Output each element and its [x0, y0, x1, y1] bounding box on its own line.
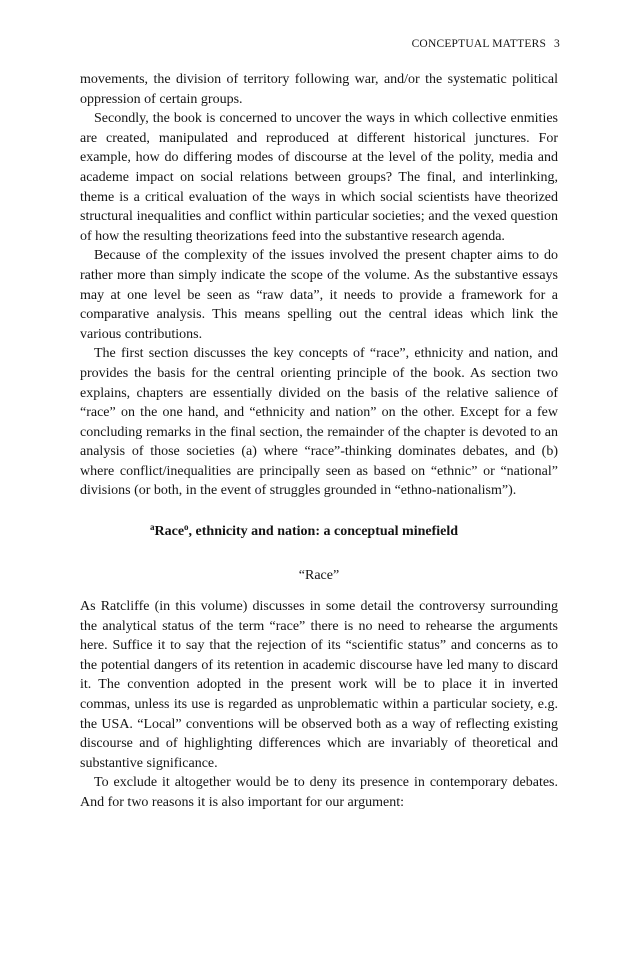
paragraph: To exclude it altogether would be to deny its presence in contemporary debates. And for two reasons it is also important for our argument: — [80, 775, 558, 810]
section-heading — [150, 524, 458, 540]
paragraph: The first section discusses the key concepts of “race”, ethnicity and nation, and provides the basis for the central orienting principle of the book. As section two explains, chapters are essentially divided on the basis of the relative salience of “race” on the one hand, and “ethnicity and nation” on the other. Except for a few concluding remarks in the final section, the remainder of the chapter is devoted to an analysis of those societies (a) where “race”-thinking dominates debates, and (b) where conflict/inequalities are principally seen as based on “ethnic” or “national” divisions (or both, in the event of struggles grounded in “ethno-nationalism”). — [80, 346, 558, 499]
body-text-top — [80, 70, 558, 501]
paragraph: Because of the complexity of the issues involved the present chapter aims to do rather more than simply indicate the scope of the volume. As the substantive essays may at one level be seen as “raw data”, it needs to provide a framework for a comparative analysis. This means spelling out the central ideas which link the various contributions. — [80, 248, 558, 342]
running-head-title: CONCEPTUAL MATTERS — [411, 38, 547, 50]
body-text-bottom — [80, 597, 558, 813]
page-number: 3 — [554, 38, 560, 50]
paragraph: Secondly, the book is concerned to uncover the ways in which collective enmities are created, manipulated and reproduced at different historical junctures. For example, how do differing modes of discourse at the level of the polity, media and academe impact on social relations between groups? The final, and interlinking, theme is a critical evaluation of the ways in which social scientists have theorized structural inequalities and conflict within particular societies; and the vexed question of how the resulting theorizations feed into the substantive research agenda. — [80, 111, 558, 244]
heading-rest: , ethnicity and nation: a conceptual minefield — [188, 524, 459, 539]
paragraph: As Ratcliffe (in this volume) discusses in some detail the controversy surrounding the analytical status of the term “race” there is no need to rehearse the arguments here. Suffice it to say that the rejection of its “scientific status” and concerns as to the potential dangers of its retention in academic discourse have led many to discard it. The convention adopted in the present work will be to place it in inverted commas, unless its use is regarded as unproblematic within a particular society, e.g. the USA. “Local” conventions will be observed both as a way of reflecting existing discourse and of highlighting differences which are invariably of theoretical and substantive significance. — [80, 599, 558, 771]
heading-race-word: Race — [154, 524, 185, 539]
heading-open-mark: a — [150, 522, 155, 532]
running-head — [412, 38, 560, 50]
paragraph: movements, the division of territory following war, and/or the systematic political oppression of certain groups. — [80, 72, 558, 107]
heading-close-mark: o — [184, 522, 189, 532]
subheading: “Race” — [298, 568, 340, 583]
